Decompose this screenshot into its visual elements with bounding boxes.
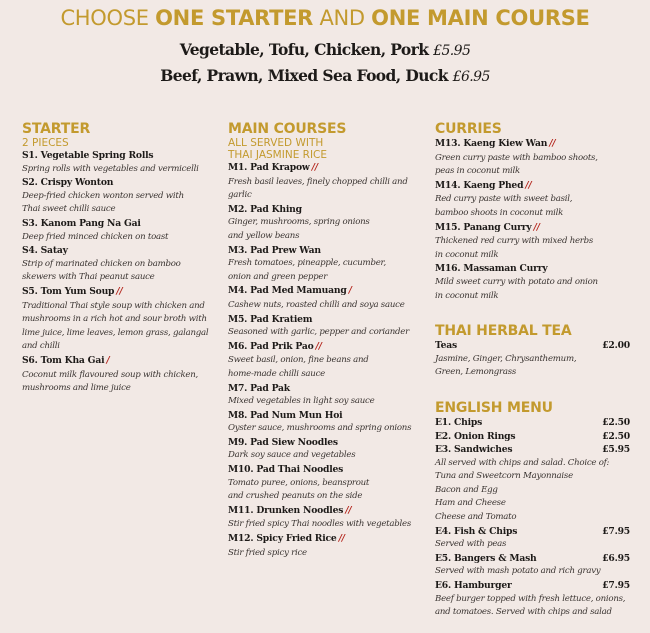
item-description: Seasoned with garlic, pepper and coriander [228,327,409,338]
item-price: £6.95 [602,552,630,564]
item-description: Fresh tomatoes, pineapple, cucumber, [228,258,386,269]
item-description: Deep fried minced chicken on toast [22,231,169,242]
item-name-wrap [435,525,517,539]
chili-icon: // [533,222,540,233]
item-name: S2. Crispy Wonton [22,177,114,189]
item-name: S5. Tom Yum Soup [22,285,115,297]
item-description: peas in coconut milk [435,166,520,177]
menu-item [228,409,428,423]
price-line-price: £6.95 [452,69,490,85]
title-text: AND [313,6,372,30]
menu-section [435,400,630,620]
item-description: garlic [228,190,252,201]
item-name-wrap [22,176,113,190]
item-name: M11. Drunken Noodles [228,504,344,516]
item-name-wrap [22,354,109,369]
item-description: Strip of marinated chicken on bamboo [22,258,181,269]
item-name: E2. Onion Rings [435,430,516,442]
item-name-wrap [435,179,531,194]
item-description: mushrooms in a rich hot and sour broth with [22,314,207,325]
item-name: M16. Massaman Curry [435,263,548,275]
item-price: £2.50 [602,430,630,442]
item-name-wrap [228,161,318,176]
item-name: M5. Pad Kratiem [228,313,313,325]
item-description: Stir fried spicy Thai noodles with vegetables [228,519,411,530]
item-description: Served with peas [435,539,507,550]
item-name: S3. Kanom Pang Na Gai [22,217,141,229]
chili-icon: // [549,139,556,149]
menu-item [228,244,428,258]
item-name: E1. Chips [435,416,483,428]
menu-column-mains [228,121,428,560]
item-name: E4. Fish & Chips [435,525,518,537]
menu-item [228,382,428,396]
item-description: Sweet basil, onion, fine beans and [228,355,369,366]
item-name: M12. Spicy Fried Rice [228,533,337,545]
item-name-wrap [435,443,512,457]
item-name: S1. Vegetable Spring Rolls [22,150,154,161]
menu-item [22,176,222,190]
item-price: £7.95 [602,525,630,537]
item-name-wrap [228,313,312,327]
item-name-wrap [228,504,351,519]
item-name-wrap [228,436,338,450]
item-name: S4. Satay [22,245,68,257]
item-name-wrap [228,203,302,217]
item-name-wrap [228,532,345,547]
item-description: Spring rolls with vegetables and vermicelli [22,163,199,174]
section-heading: STARTER [22,121,91,137]
item-name: M9. Pad Siew Noodles [228,436,338,448]
menu-item [228,161,428,176]
item-description: home-made chilli sauce [228,368,325,379]
price-line-text: Beef, Prawn, Mixed Sea Food, Duck [160,66,448,85]
price-line-text: Vegetable, Tofu, Chicken, Pork [179,40,429,59]
menu-item [228,504,428,519]
item-name: E3. Sandwiches [435,444,513,456]
item-description: Fresh basil leaves, finely chopped chilli and [228,176,408,187]
menu-item [435,416,630,430]
item-description: Ham and Cheese [435,498,506,509]
item-name-wrap [228,284,352,299]
item-name: M7. Pad Pak [228,382,290,394]
chili-icon: // [311,163,318,173]
section-gap [435,303,630,323]
section-heading: CURRIES [435,121,502,137]
menu-item [435,262,630,276]
item-description: Jasmine, Ginger, Chrysanthemum, [435,353,577,364]
item-description: skewers with Thai peanut sauce [22,272,155,283]
item-description: Tomato puree, onions, beansprout [228,477,370,488]
item-description: Cashew nuts, roasted chilli and soya sauce [228,299,405,310]
item-name: S6. Tom Kha Gai [22,354,105,366]
title-text: CHOOSE [60,6,156,30]
item-name: M10. Pad Thai Noodles [228,464,344,476]
menu-item [228,436,428,450]
item-name: M1. Pad Krapow [228,162,310,173]
item-name: M4. Pad Med Mamuang [228,285,347,297]
item-description: in coconut milk [435,290,499,301]
item-description: Cheese and Tomato [435,512,517,523]
item-description: Served with mash potato and rich gravy [435,566,601,577]
menu-item [22,149,222,163]
item-name-wrap [435,579,512,593]
item-description: Beef burger topped with fresh lettuce, onions, [435,593,626,604]
item-name: M13. Kaeng Kiew Wan [435,138,548,149]
chili-icon: // [525,180,532,191]
item-price: £2.50 [602,416,630,428]
menu-item [435,430,630,444]
item-description: Oyster sauce, mushrooms and spring onions [228,423,412,434]
item-price: £5.95 [602,444,630,456]
item-name: M6. Pad Prik Pao [228,340,314,352]
section-heading: MAIN COURSES [228,121,347,137]
item-name-wrap [22,149,153,163]
chili-icon: / [106,355,110,366]
chili-icon: // [116,286,123,297]
menu-item [435,552,630,566]
item-description: Thickened red curry with mixed herbs [435,236,594,247]
chili-icon: // [338,534,345,545]
item-name: M15. Panang Curry [435,221,532,233]
menu-item [22,217,222,231]
item-name-wrap [435,416,482,430]
item-name-wrap [228,340,322,355]
item-name-wrap [435,262,548,276]
item-description: Coconut milk flavoured soup with chicken, [22,369,199,380]
item-name-wrap [228,463,343,477]
menu-item [22,354,222,369]
item-name-wrap [435,552,537,566]
menu-item [435,525,630,539]
item-name-wrap [435,137,555,152]
chili-icon: / [348,286,352,297]
item-name-wrap [228,244,321,258]
menu-column-curries-extras [435,121,630,620]
item-description: and tomatoes. Served with chips and salad [435,607,612,618]
item-description: Bacon and Egg [435,484,498,495]
item-description: Red curry paste with sweet basil, [435,194,573,205]
item-description: Deep-fried chicken wonton served with [22,190,184,201]
item-name-wrap [435,221,540,236]
item-description: and yellow beans [228,230,300,241]
menu-item [228,532,428,547]
menu-item [228,203,428,217]
item-description: mushrooms and lime juice [22,383,131,394]
item-description: in coconut milk [435,249,499,260]
menu-section [435,121,630,303]
menu-item [228,463,428,477]
item-description: onion and green pepper [228,271,328,282]
menu-item [435,579,630,593]
item-name-wrap [435,339,457,353]
item-name: M2. Pad Khing [228,203,302,215]
menu-section [22,121,222,396]
item-price: £7.95 [602,580,630,592]
menu-item [435,179,630,194]
item-name-wrap [228,382,290,396]
section-gap [435,380,630,400]
item-description: Stir fried spicy rice [228,547,307,558]
section-heading: ENGLISH MENU [435,399,553,416]
section-subheading: THAI JASMINE RICE [228,149,328,161]
title-emphasis: ONE MAIN COURSE [371,6,590,30]
menu-item [435,221,630,236]
item-price: £2.00 [602,340,630,352]
item-name-wrap [22,217,141,231]
price-line [0,40,650,59]
item-name: E6. Hamburger [435,580,512,592]
item-name: M3. Pad Prew Wan [228,244,321,256]
section-subheading: ALL SERVED WITH [228,137,324,149]
menu-column-starters [22,121,222,396]
item-name: M8. Pad Num Mun Hoi [228,409,343,421]
section-heading: THAI HERBAL TEA [435,323,572,340]
menu-item [228,340,428,355]
item-description: bamboo shoots in coconut milk [435,207,564,218]
chili-icon: // [315,341,322,352]
item-name: E5. Bangers & Mash [435,552,537,564]
menu-item [22,285,222,300]
item-description: Green, Lemongrass [435,367,517,378]
item-name: Teas [435,340,457,352]
item-description: Green curry paste with bamboo shoots, [435,152,598,163]
menu-title [0,6,650,30]
item-description: Thai sweet chilli sauce [22,204,116,215]
item-name-wrap [22,244,68,258]
menu-section [228,121,428,560]
chili-icon: // [345,505,352,516]
item-description: Ginger, mushrooms, spring onions [228,217,370,228]
item-name-wrap [228,409,342,423]
item-name: M14. Kaeng Phed [435,179,524,191]
item-name-wrap [435,430,515,444]
menu-item [228,284,428,299]
item-description: Mild sweet curry with potato and onion [435,276,598,287]
item-description: Traditional Thai style soup with chicken and [22,300,205,311]
price-line [0,66,650,85]
section-subheading: 2 PIECES [22,137,69,149]
title-emphasis: ONE STARTER [155,6,314,30]
item-description: Dark soy sauce and vegetables [228,450,356,461]
menu-item [435,339,630,353]
menu-item [435,137,630,152]
item-description: Tuna and Sweetcorn Mayonnaise [435,471,573,482]
price-line-price: £5.95 [433,43,471,59]
menu-item [22,244,222,258]
item-description: All served with chips and salad. Choice of: [435,457,610,468]
menu-item [228,313,428,327]
menu-item [435,443,630,457]
item-name-wrap [22,285,122,300]
item-description: and crushed peanuts on the side [228,491,363,502]
item-description: and chilli [22,341,60,352]
menu-section [435,323,630,380]
item-description: lime juice, lime leaves, lemon grass, galangal [22,327,209,338]
item-description: Mixed vegetables in light soy sauce [228,396,375,407]
